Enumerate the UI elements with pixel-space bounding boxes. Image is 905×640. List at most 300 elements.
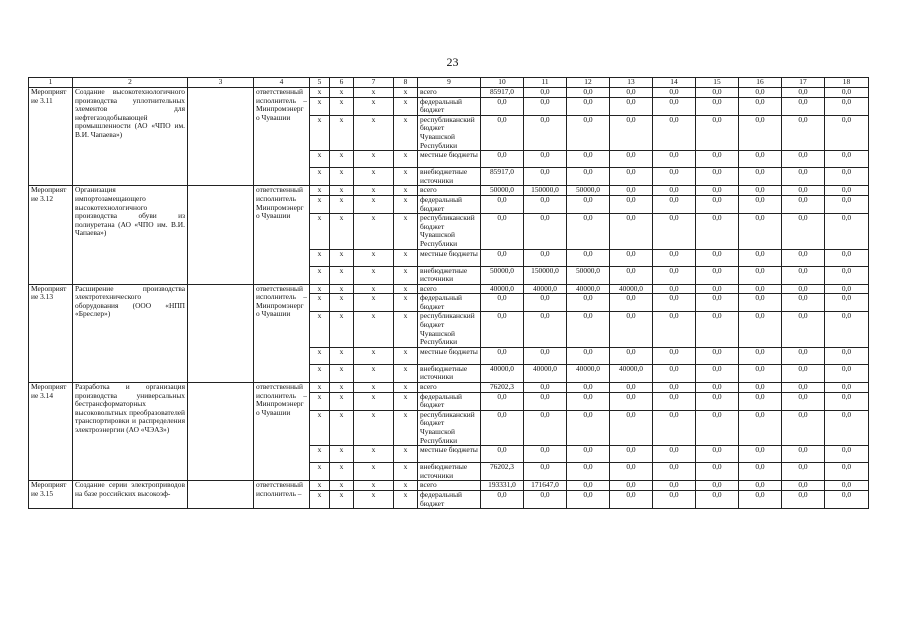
amount-cell: 0,0 xyxy=(825,347,869,364)
budget-code-cell: х xyxy=(330,151,354,168)
budget-code-cell: х xyxy=(310,392,330,410)
budget-code-cell: х xyxy=(330,383,354,393)
budget-code-cell: х xyxy=(354,481,394,491)
amount-cell: 0,0 xyxy=(610,383,653,393)
budget-code-cell: х xyxy=(310,490,330,508)
budget-code-cell: х xyxy=(354,249,394,266)
budget-code-cell: х xyxy=(310,115,330,150)
amount-cell: 50000,0 xyxy=(481,266,524,284)
amount-cell: 0,0 xyxy=(481,115,524,150)
budget-code-cell: х xyxy=(354,214,394,249)
empty-column-3-cell xyxy=(188,186,254,284)
amount-cell: 0,0 xyxy=(653,347,696,364)
amount-cell: 0,0 xyxy=(567,383,610,393)
measure-id-cell: Мероприятие 3.11 xyxy=(29,88,73,186)
budget-code-cell: х xyxy=(330,463,354,481)
amount-cell: 0,0 xyxy=(567,168,610,186)
amount-cell: 0,0 xyxy=(739,88,782,98)
budget-code-cell: х xyxy=(354,392,394,410)
amount-cell: 0,0 xyxy=(782,446,825,463)
amount-cell: 0,0 xyxy=(567,312,610,347)
amount-cell: 0,0 xyxy=(739,463,782,481)
amount-cell: 0,0 xyxy=(610,481,653,491)
budget-code-cell: х xyxy=(310,195,330,213)
amount-cell: 0,0 xyxy=(739,312,782,347)
amount-cell: 0,0 xyxy=(696,410,739,445)
amount-cell: 0,0 xyxy=(653,115,696,150)
amount-cell: 0,0 xyxy=(524,214,567,249)
amount-cell: 0,0 xyxy=(653,266,696,284)
amount-cell: 0,0 xyxy=(825,168,869,186)
funding-source-cell: федеральный бюджет xyxy=(418,490,481,508)
amount-cell: 85917,0 xyxy=(481,88,524,98)
amount-cell: 0,0 xyxy=(567,97,610,115)
amount-cell: 0,0 xyxy=(524,463,567,481)
budget-code-cell: х xyxy=(310,186,330,196)
budget-code-cell: х xyxy=(330,446,354,463)
amount-cell: 0,0 xyxy=(739,168,782,186)
amount-cell: 0,0 xyxy=(567,481,610,491)
amount-cell: 0,0 xyxy=(524,383,567,393)
amount-cell: 0,0 xyxy=(696,97,739,115)
budget-code-cell: х xyxy=(330,312,354,347)
amount-cell: 40000,0 xyxy=(524,364,567,382)
amount-cell: 0,0 xyxy=(610,294,653,312)
budget-code-cell: х xyxy=(354,347,394,364)
amount-cell: 0,0 xyxy=(825,214,869,249)
amount-cell: 0,0 xyxy=(696,364,739,382)
amount-cell: 0,0 xyxy=(825,294,869,312)
budget-code-cell: х xyxy=(354,383,394,393)
amount-cell: 0,0 xyxy=(610,151,653,168)
amount-cell: 0,0 xyxy=(524,151,567,168)
amount-cell: 0,0 xyxy=(739,481,782,491)
amount-cell: 0,0 xyxy=(825,195,869,213)
amount-cell: 0,0 xyxy=(696,347,739,364)
amount-cell: 0,0 xyxy=(825,284,869,294)
amount-cell: 0,0 xyxy=(481,151,524,168)
amount-cell: 0,0 xyxy=(696,312,739,347)
funding-source-cell: всего xyxy=(418,88,481,98)
table-row xyxy=(29,88,869,98)
amount-cell: 0,0 xyxy=(696,115,739,150)
amount-cell: 0,0 xyxy=(782,347,825,364)
amount-cell: 0,0 xyxy=(782,463,825,481)
table-row xyxy=(29,481,869,491)
amount-cell: 0,0 xyxy=(481,312,524,347)
column-number-cell: 1 xyxy=(29,78,73,88)
funding-source-cell: внебюджетные источники xyxy=(418,266,481,284)
amount-cell: 0,0 xyxy=(782,88,825,98)
amount-cell: 0,0 xyxy=(782,97,825,115)
measure-description-cell: Создание серии электроприводов на базе российских высокоэф- xyxy=(73,481,188,509)
amount-cell: 171647,0 xyxy=(524,481,567,491)
column-number-cell: 4 xyxy=(254,78,310,88)
amount-cell: 150000,0 xyxy=(524,186,567,196)
funding-source-cell: всего xyxy=(418,186,481,196)
amount-cell: 0,0 xyxy=(653,186,696,196)
amount-cell: 0,0 xyxy=(696,294,739,312)
amount-cell: 0,0 xyxy=(610,214,653,249)
amount-cell: 40000,0 xyxy=(481,364,524,382)
funding-source-cell: местные бюджеты xyxy=(418,347,481,364)
amount-cell: 0,0 xyxy=(696,214,739,249)
amount-cell: 0,0 xyxy=(567,446,610,463)
budget-code-cell: х xyxy=(354,294,394,312)
amount-cell: 0,0 xyxy=(481,347,524,364)
amount-cell: 0,0 xyxy=(610,88,653,98)
budget-code-cell: х xyxy=(354,410,394,445)
amount-cell: 0,0 xyxy=(782,392,825,410)
budget-code-cell: х xyxy=(330,97,354,115)
table-row xyxy=(29,284,869,294)
measure-description-cell: Создание высокотехнологичного производства уплотнительных элементов для нефтегазодобывающей промышленности (АО «ЧПО им. В.И. Чапаева») xyxy=(73,88,188,186)
budget-code-cell: х xyxy=(354,151,394,168)
budget-code-cell: х xyxy=(354,312,394,347)
amount-cell: 0,0 xyxy=(653,392,696,410)
amount-cell: 0,0 xyxy=(524,195,567,213)
amount-cell: 0,0 xyxy=(567,490,610,508)
budget-code-cell: х xyxy=(394,364,418,382)
budget-code-cell: х xyxy=(330,347,354,364)
amount-cell: 0,0 xyxy=(610,195,653,213)
amount-cell: 0,0 xyxy=(782,266,825,284)
amount-cell: 0,0 xyxy=(610,266,653,284)
column-number-cell: 17 xyxy=(782,78,825,88)
table-row xyxy=(29,186,869,196)
budget-code-cell: х xyxy=(310,446,330,463)
executor-cell: ответственный исполнитель Минпромэнерго Чувашии xyxy=(254,186,310,284)
amount-cell: 0,0 xyxy=(825,88,869,98)
budget-code-cell: х xyxy=(394,312,418,347)
amount-cell: 0,0 xyxy=(653,490,696,508)
column-number-cell: 5 xyxy=(310,78,330,88)
amount-cell: 0,0 xyxy=(653,195,696,213)
funding-source-cell: республиканский бюджет Чувашской Республики xyxy=(418,115,481,150)
measure-id-cell: Мероприятие 3.14 xyxy=(29,383,73,481)
amount-cell: 85917,0 xyxy=(481,168,524,186)
funding-source-cell: внебюджетные источники xyxy=(418,168,481,186)
amount-cell: 0,0 xyxy=(653,294,696,312)
amount-cell: 0,0 xyxy=(782,383,825,393)
amount-cell: 0,0 xyxy=(481,410,524,445)
amount-cell: 0,0 xyxy=(739,294,782,312)
budget-code-cell: х xyxy=(310,410,330,445)
budget-code-cell: х xyxy=(310,481,330,491)
amount-cell: 0,0 xyxy=(825,249,869,266)
amount-cell: 0,0 xyxy=(567,392,610,410)
budget-code-cell: х xyxy=(310,266,330,284)
page-number: 23 xyxy=(446,55,459,69)
column-number-cell: 18 xyxy=(825,78,869,88)
amount-cell: 0,0 xyxy=(825,312,869,347)
amount-cell: 0,0 xyxy=(696,392,739,410)
amount-cell: 0,0 xyxy=(739,186,782,196)
budget-code-cell: х xyxy=(394,481,418,491)
amount-cell: 0,0 xyxy=(524,168,567,186)
amount-cell: 40000,0 xyxy=(481,284,524,294)
column-number-cell: 11 xyxy=(524,78,567,88)
amount-cell: 0,0 xyxy=(610,490,653,508)
amount-cell: 50000,0 xyxy=(567,266,610,284)
amount-cell: 0,0 xyxy=(782,214,825,249)
budget-code-cell: х xyxy=(354,490,394,508)
executor-cell: ответственный исполнитель – Минпромэнерго Чувашии xyxy=(254,383,310,481)
amount-cell: 0,0 xyxy=(782,312,825,347)
amount-cell: 0,0 xyxy=(782,284,825,294)
amount-cell: 0,0 xyxy=(610,410,653,445)
amount-cell: 0,0 xyxy=(567,294,610,312)
amount-cell: 0,0 xyxy=(481,294,524,312)
amount-cell: 0,0 xyxy=(524,347,567,364)
amount-cell: 0,0 xyxy=(696,490,739,508)
measure-description-cell: Организация импортозамещающего высокотехнологичного производства обуви из полиуретана (АО «ЧПО им. В.И. Чапаева») xyxy=(73,186,188,284)
column-number-cell: 16 xyxy=(739,78,782,88)
amount-cell: 0,0 xyxy=(610,186,653,196)
budget-code-cell: х xyxy=(354,168,394,186)
column-number-cell: 15 xyxy=(696,78,739,88)
budget-code-cell: х xyxy=(330,168,354,186)
amount-cell: 0,0 xyxy=(782,481,825,491)
amount-cell: 150000,0 xyxy=(524,266,567,284)
amount-cell: 0,0 xyxy=(782,186,825,196)
measure-description-cell: Разработка и организация производства универсальных бестрансформаторных высоковольтных преобразователей транспортировки и распределения электроэнергии (АО «ЧЭАЗ») xyxy=(73,383,188,481)
amount-cell: 40000,0 xyxy=(610,364,653,382)
column-number-cell: 13 xyxy=(610,78,653,88)
budget-code-cell: х xyxy=(394,186,418,196)
amount-cell: 0,0 xyxy=(825,383,869,393)
budget-code-cell: х xyxy=(394,392,418,410)
amount-cell: 0,0 xyxy=(739,446,782,463)
amount-cell: 0,0 xyxy=(481,446,524,463)
amount-cell: 0,0 xyxy=(653,168,696,186)
executor-cell: ответственный исполнитель – xyxy=(254,481,310,509)
amount-cell: 0,0 xyxy=(825,392,869,410)
amount-cell: 0,0 xyxy=(739,195,782,213)
funding-source-cell: местные бюджеты xyxy=(418,249,481,266)
amount-cell: 0,0 xyxy=(782,364,825,382)
amount-cell: 0,0 xyxy=(610,115,653,150)
column-number-cell: 6 xyxy=(330,78,354,88)
budget-code-cell: х xyxy=(394,151,418,168)
amount-cell: 0,0 xyxy=(481,392,524,410)
column-number-cell: 2 xyxy=(73,78,188,88)
funding-source-cell: федеральный бюджет xyxy=(418,195,481,213)
funding-source-cell: всего xyxy=(418,481,481,491)
amount-cell: 76202,3 xyxy=(481,383,524,393)
amount-cell: 0,0 xyxy=(782,115,825,150)
budget-code-cell: х xyxy=(310,364,330,382)
amount-cell: 0,0 xyxy=(567,195,610,213)
budget-code-cell: х xyxy=(394,463,418,481)
funding-source-cell: республиканский бюджет Чувашской Республики xyxy=(418,410,481,445)
amount-cell: 0,0 xyxy=(610,347,653,364)
budget-code-cell: х xyxy=(394,115,418,150)
amount-cell: 0,0 xyxy=(739,266,782,284)
amount-cell: 0,0 xyxy=(782,151,825,168)
amount-cell: 0,0 xyxy=(567,88,610,98)
amount-cell: 0,0 xyxy=(696,249,739,266)
table-row xyxy=(29,383,869,393)
funding-source-cell: всего xyxy=(418,284,481,294)
executor-cell: ответственный исполнитель – Минпромэнерго Чувашии xyxy=(254,284,310,382)
measure-id-cell: Мероприятие 3.12 xyxy=(29,186,73,284)
budget-code-cell: х xyxy=(354,364,394,382)
column-number-cell: 3 xyxy=(188,78,254,88)
budget-code-cell: х xyxy=(354,186,394,196)
amount-cell: 0,0 xyxy=(653,463,696,481)
budget-code-cell: х xyxy=(330,410,354,445)
amount-cell: 0,0 xyxy=(653,312,696,347)
amount-cell: 0,0 xyxy=(739,249,782,266)
amount-cell: 0,0 xyxy=(696,284,739,294)
amount-cell: 0,0 xyxy=(825,490,869,508)
amount-cell: 0,0 xyxy=(524,446,567,463)
budget-code-cell: х xyxy=(310,294,330,312)
budget-code-cell: х xyxy=(310,347,330,364)
budget-code-cell: х xyxy=(310,151,330,168)
amount-cell: 0,0 xyxy=(524,88,567,98)
amount-cell: 40000,0 xyxy=(567,284,610,294)
amount-cell: 0,0 xyxy=(825,115,869,150)
amount-cell: 0,0 xyxy=(739,347,782,364)
amount-cell: 0,0 xyxy=(696,446,739,463)
budget-code-cell: х xyxy=(310,383,330,393)
budget-code-cell: х xyxy=(354,446,394,463)
budget-code-cell: х xyxy=(394,195,418,213)
amount-cell: 0,0 xyxy=(653,446,696,463)
amount-cell: 0,0 xyxy=(567,115,610,150)
funding-source-cell: внебюджетные источники xyxy=(418,463,481,481)
amount-cell: 0,0 xyxy=(567,249,610,266)
amount-cell: 0,0 xyxy=(524,312,567,347)
amount-cell: 0,0 xyxy=(739,214,782,249)
amount-cell: 0,0 xyxy=(653,151,696,168)
amount-cell: 0,0 xyxy=(481,195,524,213)
budget-code-cell: х xyxy=(394,266,418,284)
budget-code-cell: х xyxy=(310,214,330,249)
empty-column-3-cell xyxy=(188,88,254,186)
amount-cell: 0,0 xyxy=(782,410,825,445)
funding-source-cell: всего xyxy=(418,383,481,393)
column-number-cell: 7 xyxy=(354,78,394,88)
column-number-cell: 8 xyxy=(394,78,418,88)
budget-code-cell: х xyxy=(394,249,418,266)
amount-cell: 0,0 xyxy=(653,249,696,266)
amount-cell: 50000,0 xyxy=(567,186,610,196)
amount-cell: 0,0 xyxy=(825,186,869,196)
funding-source-cell: местные бюджеты xyxy=(418,151,481,168)
amount-cell: 0,0 xyxy=(567,151,610,168)
amount-cell: 0,0 xyxy=(739,97,782,115)
amount-cell: 0,0 xyxy=(782,294,825,312)
amount-cell: 0,0 xyxy=(782,168,825,186)
amount-cell: 76202,3 xyxy=(481,463,524,481)
amount-cell: 0,0 xyxy=(524,115,567,150)
budget-code-cell: х xyxy=(330,490,354,508)
amount-cell: 0,0 xyxy=(524,392,567,410)
amount-cell: 0,0 xyxy=(825,446,869,463)
amount-cell: 0,0 xyxy=(696,88,739,98)
amount-cell: 0,0 xyxy=(825,410,869,445)
budget-code-cell: х xyxy=(354,115,394,150)
amount-cell: 0,0 xyxy=(696,266,739,284)
budget-code-cell: х xyxy=(394,214,418,249)
amount-cell: 0,0 xyxy=(696,195,739,213)
amount-cell: 0,0 xyxy=(524,97,567,115)
amount-cell: 0,0 xyxy=(739,410,782,445)
amount-cell: 0,0 xyxy=(610,168,653,186)
amount-cell: 0,0 xyxy=(825,481,869,491)
amount-cell: 0,0 xyxy=(653,364,696,382)
amount-cell: 40000,0 xyxy=(524,284,567,294)
amount-cell: 0,0 xyxy=(825,151,869,168)
budget-code-cell: х xyxy=(354,97,394,115)
amount-cell: 0,0 xyxy=(739,383,782,393)
budget-code-cell: х xyxy=(330,294,354,312)
amount-cell: 0,0 xyxy=(739,115,782,150)
budget-code-cell: х xyxy=(330,195,354,213)
amount-cell: 0,0 xyxy=(653,214,696,249)
budget-code-cell: х xyxy=(354,284,394,294)
budget-code-cell: х xyxy=(394,446,418,463)
budget-code-cell: х xyxy=(354,195,394,213)
budget-code-cell: х xyxy=(394,284,418,294)
amount-cell: 0,0 xyxy=(653,88,696,98)
amount-cell: 0,0 xyxy=(610,97,653,115)
amount-cell: 0,0 xyxy=(610,312,653,347)
amount-cell: 0,0 xyxy=(524,490,567,508)
amount-cell: 0,0 xyxy=(825,266,869,284)
amount-cell: 0,0 xyxy=(610,446,653,463)
budget-code-cell: х xyxy=(330,481,354,491)
amount-cell: 0,0 xyxy=(524,294,567,312)
amount-cell: 0,0 xyxy=(825,463,869,481)
amount-cell: 0,0 xyxy=(653,383,696,393)
measure-id-cell: Мероприятие 3.15 xyxy=(29,481,73,509)
funding-source-cell: внебюджетные источники xyxy=(418,364,481,382)
amount-cell: 0,0 xyxy=(653,97,696,115)
budget-code-cell: х xyxy=(394,294,418,312)
measure-description-cell: Расширение производства электротехнического оборудования (ООО «НПП «Бреслер») xyxy=(73,284,188,382)
amount-cell: 0,0 xyxy=(782,249,825,266)
amount-cell: 0,0 xyxy=(567,410,610,445)
amount-cell: 0,0 xyxy=(696,186,739,196)
column-numbers-row xyxy=(29,78,869,88)
amount-cell: 0,0 xyxy=(696,383,739,393)
budget-code-cell: х xyxy=(330,392,354,410)
budget-code-cell: х xyxy=(310,312,330,347)
budget-code-cell: х xyxy=(354,463,394,481)
amount-cell: 0,0 xyxy=(610,249,653,266)
amount-cell: 50000,0 xyxy=(481,186,524,196)
empty-column-3-cell xyxy=(188,284,254,382)
budget-code-cell: х xyxy=(394,347,418,364)
amount-cell: 0,0 xyxy=(610,392,653,410)
amount-cell: 0,0 xyxy=(567,347,610,364)
amount-cell: 0,0 xyxy=(524,410,567,445)
budget-code-cell: х xyxy=(330,214,354,249)
budget-code-cell: х xyxy=(394,168,418,186)
funding-source-cell: федеральный бюджет xyxy=(418,97,481,115)
amount-cell: 0,0 xyxy=(825,364,869,382)
budget-code-cell: х xyxy=(330,266,354,284)
amount-cell: 0,0 xyxy=(653,481,696,491)
budget-code-cell: х xyxy=(310,463,330,481)
empty-column-3-cell xyxy=(188,383,254,481)
budget-code-cell: х xyxy=(394,97,418,115)
amount-cell: 0,0 xyxy=(696,168,739,186)
